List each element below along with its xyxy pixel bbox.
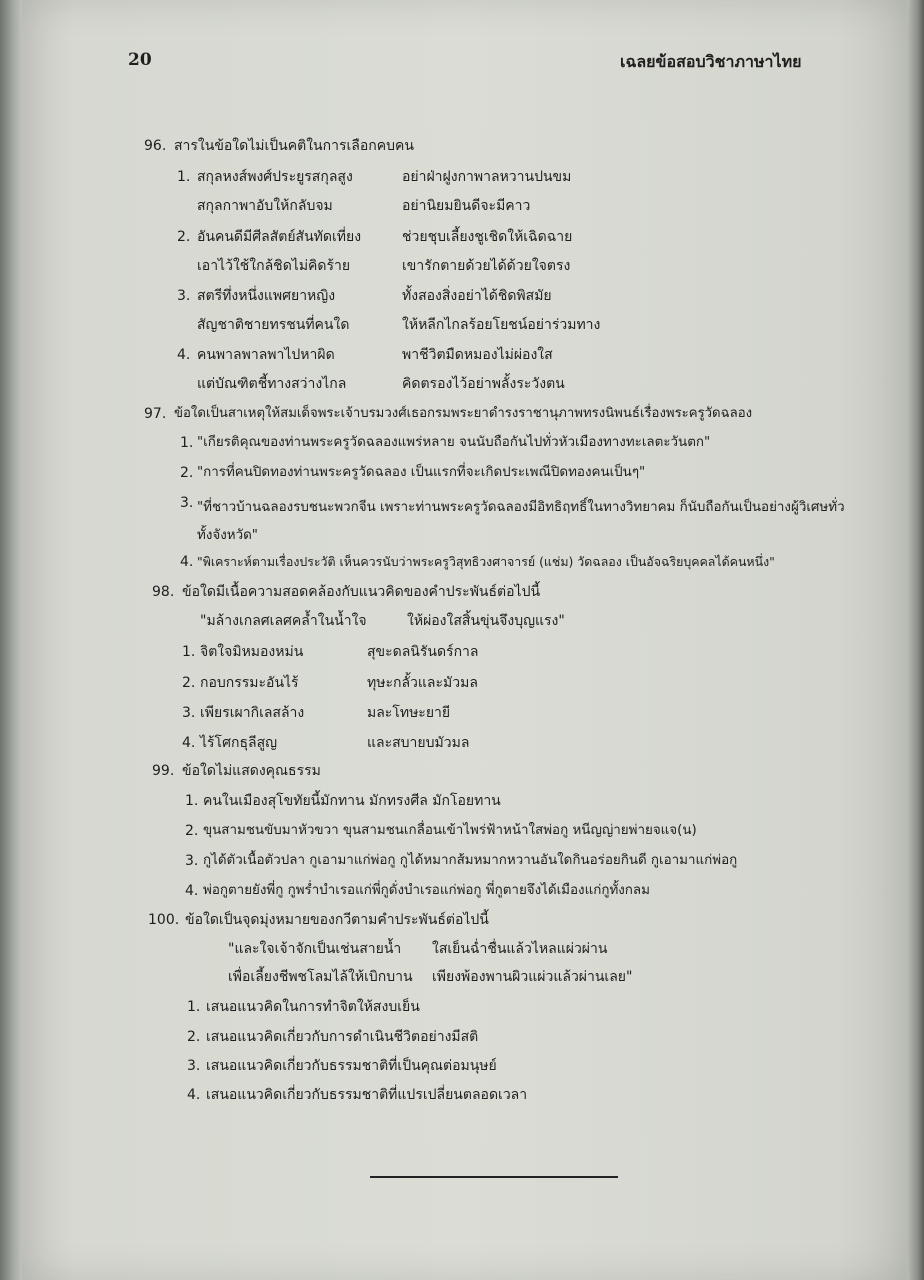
verse-line: อย่าฝ่าฝูงกาพาลหวานปนขม (402, 169, 572, 185)
choice-text: คนในเมืองสุโขทัยนี้มักทาน มักทรงศีล มักโอยทาน (203, 793, 501, 809)
verse-line: ใสเย็นฉ่ำชื่นแล้วไหลแผ่วผ่าน (432, 941, 608, 957)
verse-line: เพียงพ้องพานผิวแผ่วแล้วผ่านเลย" (432, 969, 633, 985)
choice-number: 2. (182, 675, 196, 691)
question-number: 97. (144, 406, 167, 422)
choice-number: 1. (177, 169, 191, 185)
choice-text: "พิเคราะห์ตามเรื่องประวัติ เห็นควรนับว่าพระครูวิสุทธิวงศาจารย์ (แช่ม) วัดฉลอง เป็นอัจฉริยบุคคลได้คนหนึ่ง" (197, 554, 775, 569)
verse-line: "มล้างเกลศเลศคล้ำในน้ำใจ (200, 613, 367, 629)
question-number: 96. (144, 138, 167, 154)
verse-line: ทุษะกลั้วและมัวมล (367, 675, 478, 691)
choice-number: 1. (180, 435, 194, 451)
verse-line: กอบกรรมะอันไร้ (200, 675, 299, 691)
verse-line: ให้ผ่องใสสิ้นขุ่นจึงบุญแรง" (407, 613, 565, 629)
choice-text: เสนอแนวคิดเกี่ยวกับธรรมชาติที่แปรเปลี่ยนตลอดเวลา (206, 1087, 528, 1103)
choice-number: 1. (185, 793, 199, 809)
verse-line: เอาไว้ใช้ใกล้ชิดไม่คิดร้าย (197, 258, 351, 274)
verse-line: คิดตรองไว้อย่าพลั้งระวังตน (402, 376, 565, 392)
question-text: ข้อใดไม่แสดงคุณธรรม (182, 763, 321, 779)
question-text: ข้อใดเป็นจุดมุ่งหมายของกวีตามคำประพันธ์ต่อไปนี้ (185, 912, 489, 928)
verse-line: ไร้โศกธุลีสูญ (200, 735, 278, 751)
choice-number: 4. (185, 883, 199, 899)
question-text: สารในข้อใดไม่เป็นคติในการเลือกคบคน (174, 138, 414, 154)
choice-number: 2. (180, 465, 194, 481)
choice-text: เสนอแนวคิดเกี่ยวกับธรรมชาติที่เป็นคุณต่อมนุษย์ (206, 1058, 497, 1074)
verse-line: และสบายบมัวมล (367, 735, 470, 751)
choice-number: 2. (187, 1029, 201, 1045)
verse-line: อย่านิยมยินดีจะมีคาว (402, 198, 531, 214)
verse-line: สกุลหงส์พงศ์ประยูรสกุลสูง (197, 169, 353, 185)
verse-line: ช่วยชุบเลี้ยงชูเชิดให้เฉิดฉาย (402, 229, 573, 245)
verse-line: เพียรเผากิเลสล้าง (200, 705, 305, 721)
verse-line: จิตใจมิหมองหม่น (200, 644, 304, 660)
choice-text: "เกียรติคุณของท่านพระครูวัดฉลองแพร่หลาย จนนับถือกันไปทั่วหัวเมืองทางทะเลตะวันตก" (197, 435, 711, 450)
verse-line: เพื่อเลี้ยงชีพชโลมไล้ให้เบิกบาน (228, 969, 413, 985)
verse-line: คนพาลพาลพาไปหาผิด (197, 347, 335, 363)
verse-line: "และใจเจ้าจักเป็นเช่นสายน้ำ (228, 941, 402, 957)
choice-number: 4. (177, 347, 191, 363)
verse-line: ทั้งสองสิ่งอย่าได้ชิดพิสมัย (402, 288, 552, 304)
choice-number: 1. (182, 644, 196, 660)
verse-line: ให้หลีกไกลร้อยโยชน์อย่าร่วมทาง (402, 317, 601, 333)
question-number: 98. (152, 584, 175, 600)
choice-number: 3. (182, 705, 196, 721)
verse-line: เขารักตายด้วยได้ด้วยใจตรง (402, 258, 571, 274)
question-number: 100. (148, 912, 180, 928)
book-spine (0, 0, 22, 1280)
verse-line: สตรีทึ่งหนึ่งแพศยาหญิง (197, 288, 336, 304)
choice-number: 3. (177, 288, 191, 304)
verse-line: มละโทษะยายี (367, 705, 451, 721)
end-divider (370, 1176, 618, 1178)
choice-text: ขุนสามชนขับมาหัวขวา ขุนสามชนเกลื่อนเข้าไพร่ฟ้าหน้าใสพ่อกู หนีญญ่ายพ่ายจแจ(น) (203, 823, 697, 838)
book-title: เฉลยข้อสอบวิชาภาษาไทย (620, 52, 802, 71)
verse-line: สกุลกาพาอับให้กลับจม (197, 198, 333, 214)
choice-text: "การที่คนปิดทองท่านพระครูวัดฉลอง เป็นแรกที่จะเกิดประเพณีปิดทองคนเป็นๆ" (197, 465, 646, 480)
verse-line: พาชีวิตมืดหมองไม่ผ่องใส (402, 347, 553, 363)
question-text: ข้อใดมีเนื้อความสอดคล้องกับแนวคิดของคำประพันธ์ต่อไปนี้ (182, 584, 541, 600)
verse-line: สุขะดลนิรันดร์กาล (367, 644, 479, 660)
choice-text: พ่อกูตายยังพี่กู กูพร่ำบำเรอแก่พี่กูดั่งบำเรอแก่พ่อกู พี่กูตายจึงได้เมืองแก่กูทั้งกลม (203, 883, 650, 898)
document-page (22, 0, 907, 1280)
choice-number: 3. (180, 495, 194, 511)
choice-number: 4. (187, 1087, 201, 1103)
choice-text: เสนอแนวคิดเกี่ยวกับการดำเนินชีวิตอย่างมีสติ (206, 1029, 479, 1045)
choice-text: กูได้ตัวเนื้อตัวปลา กูเอามาแก่พ่อกู กูได้หมากส้มหมากหวานอันใดกินอร่อยกินดี กูเอามาแก่พ่อกู (203, 853, 738, 868)
page-number: 20 (128, 50, 152, 70)
page-edge (907, 0, 924, 1280)
choice-number: 4. (180, 554, 194, 570)
choice-text: เสนอแนวคิดในการทำจิตให้สงบเย็น (206, 999, 420, 1015)
verse-line: แต่บัณฑิตชี้ทางสว่างไกล (197, 376, 347, 392)
choice-number: 3. (185, 853, 199, 869)
choice-number: 1. (187, 999, 201, 1015)
choice-number: 2. (185, 823, 199, 839)
question-text: ข้อใดเป็นสาเหตุให้สมเด็จพระเจ้าบรมวงศ์เธอกรมพระยาดำรงราชานุภาพทรงนิพนธ์เรื่องพระครูวัดฉลอง (174, 406, 753, 421)
question-number: 99. (152, 763, 175, 779)
verse-line: อันคนดีมีศีลสัตย์สันทัดเที่ยง (197, 229, 362, 245)
choice-number: 3. (187, 1058, 201, 1074)
choice-number: 4. (182, 735, 196, 751)
choice-text: "ที่ชาวบ้านฉลองรบชนะพวกจีน เพราะท่านพระครูวัดฉลองมีอิทธิฤทธิ์ในทางวิทยาคม ก็นับถือกันเป็นอย่างผู้วิเศษทั่วทั้งจังหวัด" (197, 500, 845, 543)
choice-number: 2. (177, 229, 191, 245)
verse-line: สัญชาติชายทรชนที่คนใด (197, 317, 350, 333)
